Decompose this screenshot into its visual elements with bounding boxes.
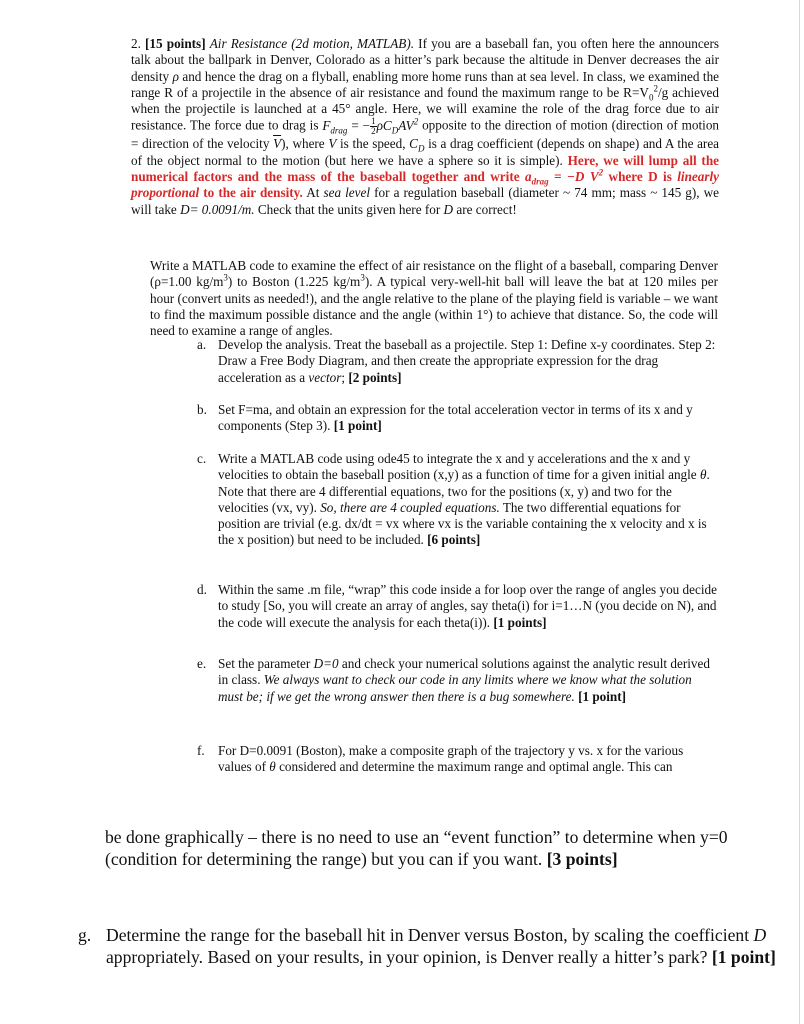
problem-points: [15 points] [145, 36, 206, 51]
drag-coefficient-value: D= 0.0091/m. [180, 201, 255, 217]
list-item-e: e. Set the parameter D=0 and check your numerical solutions against the analytic result derived in class. We always want to check our code in any limits where we know what the solution must be; if we get the wrong answer then there is a bug somewhere. [1 point] [197, 656, 710, 704]
highlighted-instruction: Here, we will lump all the numerical factors and the mass of the baseball together and write $a_{drag} = -D$ $V^2$ where D is linearly proportional to the air density. [131, 152, 720, 201]
list-item-f: f. For D=0.0091 (Boston), make a composite graph of the trajectory y vs. x for the various values of θ considered and determine the maximum range and optimal angle. This can [197, 743, 684, 775]
list-item-g: g. Determine the range for the baseball hit in Denver versus Boston, by scaling the coefficient D appropriately. Based on your results, in your opinion, is Denver really a hitter’s park? [1 point] [78, 925, 776, 967]
problem-number: 2. [131, 36, 141, 51]
list-item-f-continued: be done graphically – there is no need to use an “event function” to determine when y=0 (condition for determining the range) but you can if you want. [3 points] [105, 827, 728, 869]
list-item-c: c. Write a MATLAB code using ode45 to integrate the x and y accelerations and the x and y velocities to obtain the baseball position (x,y) as a function of time for a given initial angle θ. Note that there are 4 differential equations, two for the positions (x, y) and two for the velocities (vx, vy). So, there are 4 coupled equations. The two differential equations for position are trivial (e.g. dx/dt = vx where vx is the variable containing the x velocity and x is the x position) but need to be included. [6 points] [197, 451, 710, 548]
task-description: Write a MATLAB code to examine the effect of air resistance on the flight of a baseball, comparing Denver (ρ=1.00 $kg/m^3$) to Boston (1.225 $kg/m^3$). A typical very-well-hit ball will leave the bat at 120 miles per hour (convert units as needed!), and the angle relative to the plane of the playing field is variable – we want to find the maximum possible distance and the angle (within 1°) to achieve that distance. So, the code will need to examine a range of angles. [150, 258, 718, 339]
problem-statement: 2. [15 points] Air Resistance (2d motion, MATLAB). If you are a baseball fan, you often here the announcers talk about the ballpark in Denver, Colorado as a hitter’s park because the altitude in Denver decreases the air density ρ and hence the drag on a flyball, enabling more home runs than at sea level. In class, we examined the range R of a projectile in the absence of air resistance and found the maximum range to be $R=V_0^2/g$ achieved when the projectile is launched at a 45° angle. Here, we will examine the role of the drag force due to air resistance. The force due to drag is $F_{drag}$ = − $\frac{1}{2}$ $\rho C_DAV^2$ opposite to the direction of motion (direction of motion = direction of the velocity $\overline{V}$), where V is the speed, $C_D$ is a drag coefficient (depends on shape) and A the area of the object normal to the motion (but here we have a sphere so it is simple). Here, we will lump all the numerical factors and the mass of the baseball together and write $a_{drag} = -D$ $V^2$ where D is linearly proportional to the air density. At sea level for a regulation baseball (diameter ~ 74 mm; mass ~ 145 g), we will take D= 0.0091/m. Check that the units given here for D are correct! [131, 36, 720, 217]
velocity-vector: $\overline{V}$ [273, 136, 282, 152]
problem-title: Air Resistance (2d motion, MATLAB). [209, 36, 415, 51]
list-item-b: b. Set F=ma, and obtain an expression for the total acceleration vector in terms of its x and y components (Step 3). [1 point] [197, 402, 693, 434]
page-edge [799, 0, 800, 1024]
list-item-a: a. Develop the analysis. Treat the baseball as a projectile. Step 1: Define x-y coordinates. Step 2: Draw a Free Body Diagram, and then create the appropriate expression for the drag acceleration as a vector; [2 points] [197, 337, 716, 385]
list-item-d: d. Within the same .m file, “wrap” this code inside a for loop over the range of angles you decide to study [So, you will create an array of angles, say theta(i) for i=1…N (you decide on N), and the code will execute the analysis for each theta(i)). [1 points] [197, 582, 717, 630]
drag-force-equation: $F_{drag}$ = − $\frac{1}{2}$ $\rho C_DAV^2$ [322, 116, 419, 137]
